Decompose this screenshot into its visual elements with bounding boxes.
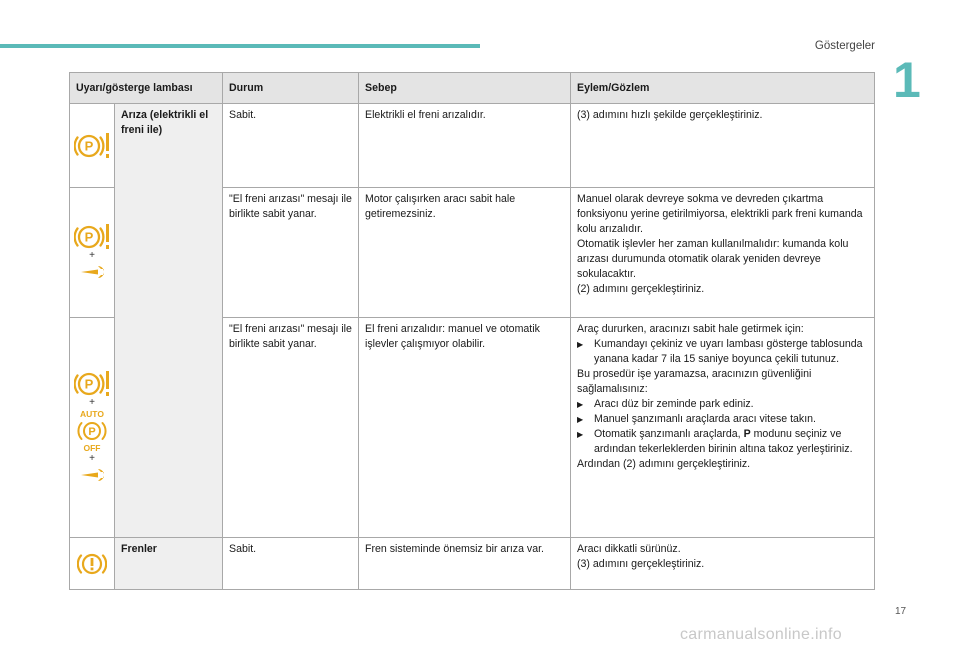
bullet-arrow-icon: ▶ bbox=[577, 400, 584, 409]
parking-brake-warning-icon bbox=[74, 224, 110, 250]
action-line: (2) adımını gerçekleştiriniz. bbox=[577, 283, 705, 295]
bullet-item bbox=[577, 427, 868, 457]
action-line: Otomatik işlevler her zaman kullanılmalıdır: kumanda kolu arızası durumunda otomatik olarak yeniden devreye sokulacaktır. bbox=[577, 238, 849, 280]
bullet-item bbox=[577, 397, 868, 412]
plus-sign: + bbox=[89, 249, 95, 261]
bullet-text: Aracı düz bir zeminde park ediniz. bbox=[594, 398, 754, 410]
auto-off-parking-icon bbox=[75, 409, 109, 453]
bullet-arrow-icon: ▶ bbox=[577, 340, 584, 349]
lamp-name: Arıza (elektrikli el freni ile) bbox=[115, 104, 223, 538]
parking-brake-warning-icon bbox=[74, 371, 110, 397]
cause-cell: Motor çalışırken aracı sabit hale getiremezsiniz. bbox=[359, 188, 571, 318]
cause-cell: El freni arızalıdır: manuel ve otomatik işlevler çalışmıyor olabilir. bbox=[359, 318, 571, 538]
table-row bbox=[70, 104, 875, 188]
bullet-text: Otomatik şanzımanlı araçlarda, bbox=[594, 428, 744, 440]
col-header-state: Durum bbox=[223, 73, 359, 104]
lamp-cell bbox=[70, 104, 115, 188]
gear-p-mode: P bbox=[743, 428, 751, 440]
action-cell bbox=[571, 188, 875, 318]
lamp-cell bbox=[70, 188, 115, 318]
cause-cell: Elektrikli el freni arızalıdır. bbox=[359, 104, 571, 188]
action-cell: (3) adımını hızlı şekilde gerçekleştiriniz. bbox=[571, 104, 875, 188]
action-cell bbox=[571, 538, 875, 590]
plus-sign: + bbox=[89, 452, 95, 464]
lamp-cell bbox=[70, 318, 115, 538]
lamp-cell bbox=[70, 538, 115, 590]
off-label: OFF bbox=[83, 442, 101, 453]
chapter-number: 1 bbox=[893, 52, 921, 108]
bullet-item bbox=[577, 337, 868, 367]
action-line: Bu prosedür işe yaramazsa, aracınızın güvenliğini sağlamalısınız: bbox=[577, 368, 812, 395]
action-line: (3) adımını gerçekleştiriniz. bbox=[577, 558, 705, 570]
parking-brake-warning-icon bbox=[74, 133, 110, 159]
bullet-text: Kumandayı çekiniz ve uyarı lambası gösterge tablosunda yanana kadar 7 ila 15 saniye boyunca çekili tutunuz. bbox=[594, 338, 863, 365]
table-row bbox=[70, 538, 875, 590]
bullet-arrow-icon: ▶ bbox=[577, 430, 584, 439]
plus-sign: + bbox=[89, 396, 95, 408]
state-cell: "El freni arızası" mesajı ile birlikte sabit yanar. bbox=[223, 188, 359, 318]
warning-lamp-table bbox=[69, 72, 875, 590]
col-header-lamp: Uyarı/gösterge lambası bbox=[70, 73, 223, 104]
bullet-arrow-icon: ▶ bbox=[577, 415, 584, 424]
bullet-text: Manuel şanzımanlı araçlarda aracı vitese takın. bbox=[594, 413, 817, 425]
brake-warning-icon bbox=[77, 551, 107, 577]
p-letter: P bbox=[88, 425, 96, 438]
action-line: Manuel olarak devreye sokma ve devreden çıkartma fonksiyonu yerine getirilmiyorsa, elektrikli park freni kumanda kolu arızalıdır. bbox=[577, 193, 863, 235]
action-line: Ardından (2) adımını gerçekleştiriniz. bbox=[577, 458, 751, 470]
action-line: Aracı dikkatli sürünüz. bbox=[577, 543, 681, 555]
col-header-cause: Sebep bbox=[359, 73, 571, 104]
wrench-icon bbox=[79, 465, 105, 485]
col-header-action: Eylem/Gözlem bbox=[571, 73, 875, 104]
state-cell: Sabit. bbox=[223, 104, 359, 188]
action-cell bbox=[571, 318, 875, 538]
wrench-icon bbox=[79, 262, 105, 282]
cause-cell: Fren sisteminde önemsiz bir arıza var. bbox=[359, 538, 571, 590]
page-number: 17 bbox=[895, 606, 907, 617]
section-title: Göstergeler bbox=[814, 40, 875, 52]
auto-label: AUTO bbox=[80, 408, 104, 419]
table-header-row bbox=[70, 73, 875, 104]
lamp-name: Frenler bbox=[115, 538, 223, 590]
state-cell: Sabit. bbox=[223, 538, 359, 590]
watermark: carmanualsonline.info bbox=[680, 626, 842, 643]
action-intro: Araç dururken, aracınızı sabit hale getirmek için: bbox=[577, 323, 804, 335]
header-accent-bar bbox=[0, 44, 480, 48]
state-cell: "El freni arızası" mesajı ile birlikte sabit yanar. bbox=[223, 318, 359, 538]
bullet-text: modunu seçiniz ve ardından tekerleklerden birinin altına takoz yerleştiriniz. bbox=[594, 428, 853, 455]
bullet-item bbox=[577, 412, 868, 427]
